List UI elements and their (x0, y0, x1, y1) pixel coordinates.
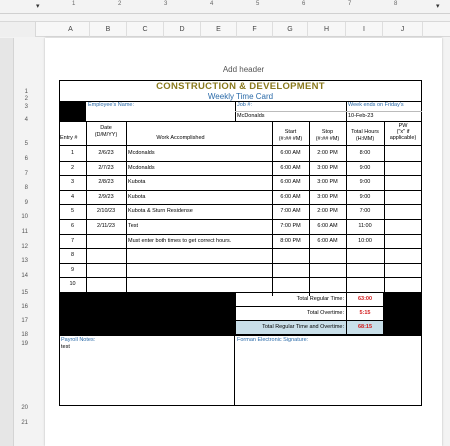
entry-number[interactable]: 3 (70, 179, 75, 186)
ruler-num: 4 (210, 1, 214, 7)
combined-total-value: 68:15 (357, 324, 373, 330)
column-b[interactable]: B (90, 22, 127, 37)
entry-total[interactable]: 8:00 (359, 150, 371, 156)
entry-work[interactable]: Test (128, 223, 139, 229)
row-number[interactable]: 10 (21, 214, 28, 220)
row-number[interactable]: 20 (21, 405, 28, 411)
entry-number[interactable]: 5 (70, 208, 75, 215)
total-regular-label: Total Regular Time: (296, 296, 344, 302)
foreman-signature-box[interactable] (235, 335, 422, 406)
entry-start[interactable]: 7:00 PM (280, 223, 301, 229)
foreman-signature-label: Forman Electronic Signature: (237, 337, 309, 343)
entry-work[interactable]: Kubota & Sturn Residense (128, 208, 193, 215)
row-number[interactable]: 21 (21, 420, 28, 426)
ruler-num: 1 (72, 1, 76, 7)
entry-number[interactable]: 2 (70, 164, 75, 171)
entry-number[interactable]: 8 (70, 252, 75, 259)
entry-number[interactable]: 9 (70, 266, 75, 273)
column-d[interactable]: D (164, 22, 201, 37)
header-entry: Entry # (60, 135, 78, 141)
ruler-num: 6 (302, 1, 306, 7)
header-stop: Stop (#:## #M) (315, 129, 340, 142)
ruler-num: 2 (118, 1, 122, 7)
entry-start[interactable]: 6:00 AM (280, 164, 301, 171)
header-pw: PW ("x" if applicable) (389, 123, 417, 141)
column-e[interactable]: E (201, 22, 237, 37)
entry-start[interactable]: 6:00 AM (280, 150, 301, 156)
right-margin-marker[interactable]: ▾ (436, 3, 440, 10)
right-scroll-gutter[interactable] (443, 38, 450, 446)
entry-work[interactable]: Mcdonalds (128, 150, 155, 156)
week-ends-value[interactable]: 10-Feb-23 (348, 113, 374, 119)
row-number[interactable]: 1 (24, 89, 28, 95)
add-header-button[interactable]: Add header (222, 65, 265, 74)
entry-stop[interactable]: 2:00 PM (317, 150, 338, 156)
row-number[interactable]: 18 (21, 332, 28, 338)
entry-work[interactable]: Mcdonalds (128, 164, 155, 171)
entry-date[interactable]: 2/10/23 (96, 208, 116, 215)
column-f[interactable]: F (237, 22, 273, 37)
entry-number[interactable]: 7 (70, 237, 75, 244)
entry-stop[interactable]: 3:00 PM (317, 179, 338, 186)
entry-date[interactable]: 2/11/23 (97, 223, 115, 229)
column-header (0, 21, 450, 37)
row-number[interactable]: 3 (24, 104, 28, 110)
payroll-notes-label: Payroll Notes: (61, 337, 96, 343)
entry-total[interactable]: 9:00 (359, 164, 371, 171)
entry-number[interactable]: 6 (70, 223, 75, 229)
entry-total[interactable]: 9:00 (359, 179, 371, 186)
ruler-num: 7 (348, 1, 352, 7)
column-c[interactable]: C (127, 22, 164, 37)
page (45, 38, 442, 446)
entry-work[interactable]: Must enter both times to get correct hours. (128, 237, 232, 244)
entry-date[interactable]: 2/6/23 (98, 150, 114, 156)
totals-black-right (384, 292, 422, 335)
entry-stop[interactable]: 2:00 PM (317, 208, 338, 215)
table-row[interactable] (59, 248, 422, 263)
ruler (0, 0, 450, 14)
entry-work[interactable]: Kubota (128, 193, 146, 200)
row-number[interactable]: 2 (24, 96, 28, 102)
totals-black-left (59, 292, 235, 335)
ruler-num: 5 (256, 1, 260, 7)
entry-stop[interactable]: 3:00 PM (317, 164, 338, 171)
header-work: Work Accomplished (156, 135, 205, 141)
row-number[interactable]: 15 (21, 290, 28, 296)
column-g[interactable]: G (273, 22, 308, 37)
row-number[interactable]: 16 (21, 304, 28, 310)
entry-number[interactable]: 1 (70, 150, 75, 156)
entry-total[interactable]: 11:00 (358, 223, 372, 229)
entry-total[interactable]: 10:00 (358, 237, 372, 244)
row-number[interactable]: 6 (24, 156, 28, 162)
row-number[interactable]: 13 (21, 258, 28, 264)
entry-date[interactable]: 2/9/23 (98, 193, 114, 200)
entry-stop[interactable]: 3:00 PM (317, 193, 338, 200)
row-number[interactable]: 11 (21, 229, 28, 235)
row-number[interactable]: 8 (24, 185, 28, 191)
job-value[interactable]: McDonalds (237, 113, 265, 119)
left-margin-marker[interactable]: ▾ (36, 3, 40, 10)
entry-number[interactable]: 4 (70, 193, 75, 200)
entry-date[interactable]: 2/8/23 (98, 179, 114, 186)
header-total: Total Hours (H:MM) (351, 129, 379, 142)
total-regular-value: 63:00 (357, 296, 373, 302)
column-a[interactable]: A (52, 22, 90, 37)
combined-total-label: Total Regular Time and Overtime: (262, 324, 344, 330)
left-ruler-strip (0, 38, 14, 446)
select-all-corner[interactable] (0, 22, 36, 37)
row-number[interactable]: 17 (21, 318, 28, 324)
row-number[interactable]: 7 (24, 171, 28, 177)
column-j[interactable]: J (383, 22, 423, 37)
total-overtime-value: 5:15 (359, 310, 371, 316)
company-title: CONSTRUCTION & DEVELOPMENT (59, 80, 422, 92)
table-row[interactable] (59, 277, 422, 292)
black-block (59, 101, 86, 122)
column-i[interactable]: I (346, 22, 383, 37)
job-label: Job #: (237, 102, 252, 108)
total-overtime-label: Total Overtime: (307, 310, 344, 316)
payroll-notes-box[interactable] (59, 335, 235, 406)
row-number[interactable]: 4 (24, 117, 28, 123)
entry-start[interactable]: 6:00 AM (280, 179, 301, 186)
ruler-num: 8 (394, 1, 398, 7)
row-number[interactable]: 14 (21, 273, 28, 279)
header-start: Start (#:## #M) (278, 129, 303, 142)
row-number[interactable]: 5 (24, 141, 28, 147)
table-row[interactable] (59, 263, 422, 278)
entry-number[interactable]: 10 (69, 281, 76, 288)
entry-total[interactable]: 9:00 (359, 193, 371, 200)
row-number[interactable]: 9 (24, 200, 28, 206)
entry-start[interactable]: 6:00 AM (280, 193, 301, 200)
entry-work[interactable]: Kubota (128, 179, 146, 186)
week-ends-label: Week ends on Friday's (348, 102, 404, 108)
ruler-num: 3 (164, 1, 168, 7)
form-subtitle: Weekly Time Card (59, 92, 422, 101)
row-number[interactable]: 19 (21, 341, 28, 347)
entry-total[interactable]: 7:00 (359, 208, 371, 215)
entry-start[interactable]: 8:00 PM (280, 237, 301, 244)
employee-name-label: Employee's Name: (88, 102, 134, 108)
entry-stop[interactable]: 6:00 AM (317, 223, 338, 229)
column-h[interactable]: H (308, 22, 346, 37)
entry-stop[interactable]: 6:00 AM (317, 237, 338, 244)
header-date: Date (D/M/YY) (94, 125, 118, 138)
row-number[interactable]: 12 (21, 244, 28, 250)
entry-start[interactable]: 7:00 AM (280, 208, 301, 215)
entry-date[interactable]: 2/7/23 (98, 164, 114, 171)
payroll-notes-value[interactable]: test (61, 344, 70, 350)
